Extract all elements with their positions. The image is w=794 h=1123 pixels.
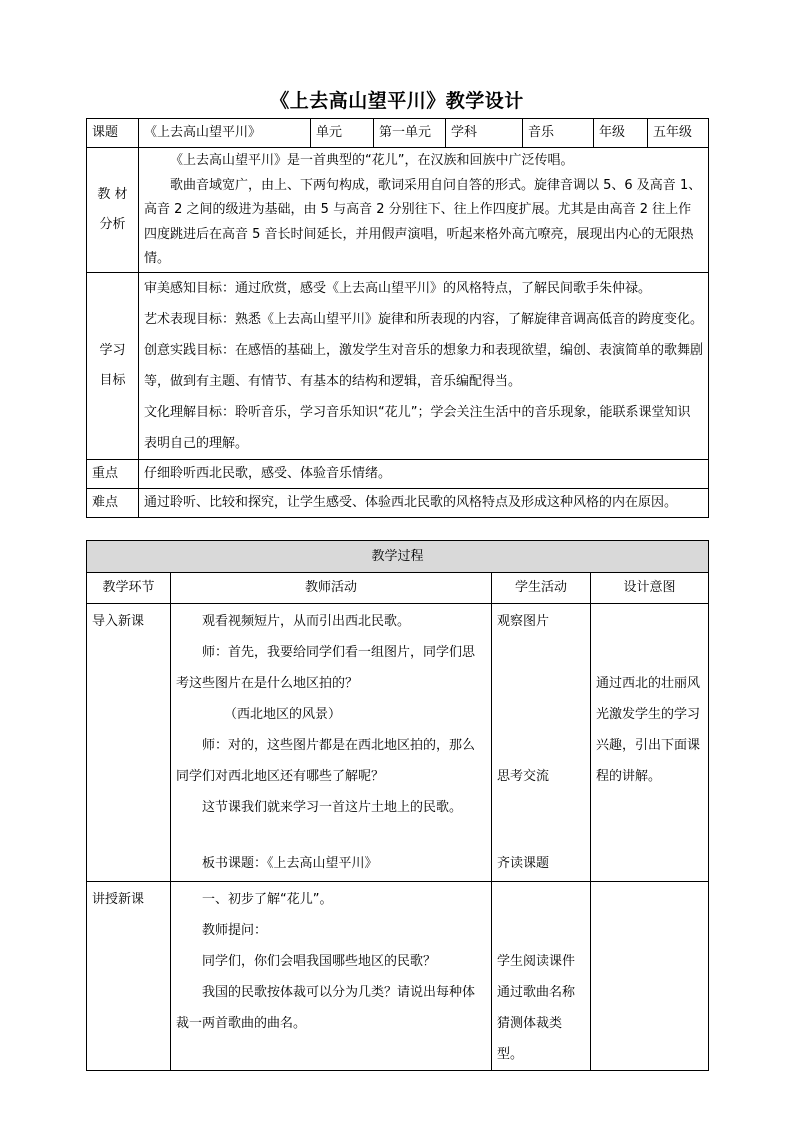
analysis-p1: 《上去高山望平川》是一首典型的“花儿”，在汉族和回族中广泛传唱。 [170, 153, 574, 168]
goal-cultural: 文化理解目标：聆听音乐，学习音乐知识“花儿”；学会关注生活中的音乐现象，能联系课堂知识表明自己的理解。 [144, 404, 691, 451]
new-stage: 讲授新课 [87, 882, 171, 1071]
intro-t1: 观看视频短片，从而引出西北民歌。 [202, 614, 411, 629]
key-row [87, 459, 709, 488]
key-label: 重点 [87, 459, 139, 488]
col-teacher: 教师活动 [171, 573, 492, 604]
header-row [87, 119, 709, 148]
analysis-content [139, 148, 709, 273]
intro-s2: 思考交流 [497, 769, 550, 784]
process-columns-row [87, 573, 709, 604]
intro-intent: 通过西北的壮丽风光激发学生的学习兴趣，引出下面课程的讲解。 [591, 604, 709, 882]
new-teacher [171, 882, 492, 1071]
goals-content [139, 272, 709, 459]
info-table [86, 118, 709, 518]
process-heading-row [87, 541, 709, 573]
goal-artistic: 艺术表现目标：熟悉《上去高山望平川》旋律和所表现的内容，了解旋律音调高低音的跨度变化。 [144, 311, 704, 327]
intro-teacher [171, 604, 492, 882]
new-s1: 学生阅读课件 [497, 954, 576, 969]
col-student: 学生活动 [492, 573, 591, 604]
intro-t3: （西北地区的风景） [224, 707, 342, 722]
key-content: 仔细聆听西北民歌，感受、体验音乐情绪。 [139, 459, 709, 488]
intro-s3: 齐读课题 [497, 856, 550, 871]
intro-t6: 板书课题：《上去高山望平川》 [202, 856, 378, 871]
new-lesson-row [87, 882, 709, 1071]
analysis-p2: 歌曲音域宽广，由上、下两句构成，歌词采用自问自答的形式。旋律音调以 5、6 及高音 1、高音 2 之间的级进为基础，由 5 与高音 2 分别往下、往上作四度扩展。尤其是由高音 2 往上作四度跳进后在高音 5 音长时间延长，并用假声演唱，听起来格外高亢嘹亮，展现出内心的无限热情。 [144, 177, 702, 266]
grade-key: 年级 [594, 119, 648, 148]
new-student [492, 882, 591, 1071]
page-title: 《上去高山望平川》教学设计 [270, 90, 524, 112]
process-heading: 教学过程 [87, 541, 709, 573]
new-t1: 一、初步了解“花儿”。 [202, 892, 333, 907]
grade-value: 五年级 [648, 119, 709, 148]
col-stage: 教学环节 [87, 573, 171, 604]
analysis-row [87, 148, 709, 273]
col-intent: 设计意图 [591, 573, 709, 604]
new-t3: 同学们，你们会唱我国哪些地区的民歌？ [202, 954, 437, 969]
intro-t2: 师：首先，我要给同学们看一组图片，同学们思考这些图片在是什么地区拍的？ [176, 645, 476, 691]
goal-creative: 创意实践目标：在感悟的基础上，激发学生对音乐的想象力和表现欲望，编创、表演简单的歌舞剧等，做到有主题、有情节、有基本的结构和逻辑，音乐编配得当。 [144, 342, 704, 389]
unit-value: 第一单元 [374, 119, 446, 148]
new-intent [591, 882, 709, 1071]
intro-s1: 观察图片 [497, 614, 550, 629]
difficult-label: 难点 [87, 488, 139, 517]
new-t2: 教师提问： [202, 923, 268, 938]
analysis-label: 教 材 分析 [87, 148, 139, 273]
intro-t5: 这节课我们就来学习一首这片土地上的民歌。 [202, 800, 463, 815]
intro-t4: 师：对的，这些图片都是在西北地区拍的，那么同学们对西北地区还有哪些了解呢？ [176, 738, 476, 784]
subject-value: 音乐 [523, 119, 594, 148]
subject-key: 学科 [446, 119, 523, 148]
process-table [86, 540, 709, 1071]
unit-key: 单元 [311, 119, 374, 148]
intro-student [492, 604, 591, 882]
goals-label: 学习 目标 [87, 272, 139, 459]
difficult-row [87, 488, 709, 517]
difficult-content: 通过聆听、比较和探究，让学生感受、体验西北民歌的风格特点及形成这种风格的内在原因。 [139, 488, 709, 517]
topic-value: 《上去高山望平川》 [139, 119, 311, 148]
intro-row [87, 604, 709, 882]
goal-aesthetic: 审美感知目标：通过欣赏，感受《上去高山望平川》的风格特点，了解民间歌手朱仲禄。 [144, 280, 652, 296]
new-t4: 我国的民歌按体裁可以分为几类？请说出每种体裁一两首歌曲的曲名。 [176, 985, 476, 1031]
new-s2: 通过歌曲名称猜测体裁类型。 [497, 985, 576, 1062]
goals-row [87, 272, 709, 459]
topic-key: 课题 [87, 119, 139, 148]
intro-stage: 导入新课 [87, 604, 171, 882]
